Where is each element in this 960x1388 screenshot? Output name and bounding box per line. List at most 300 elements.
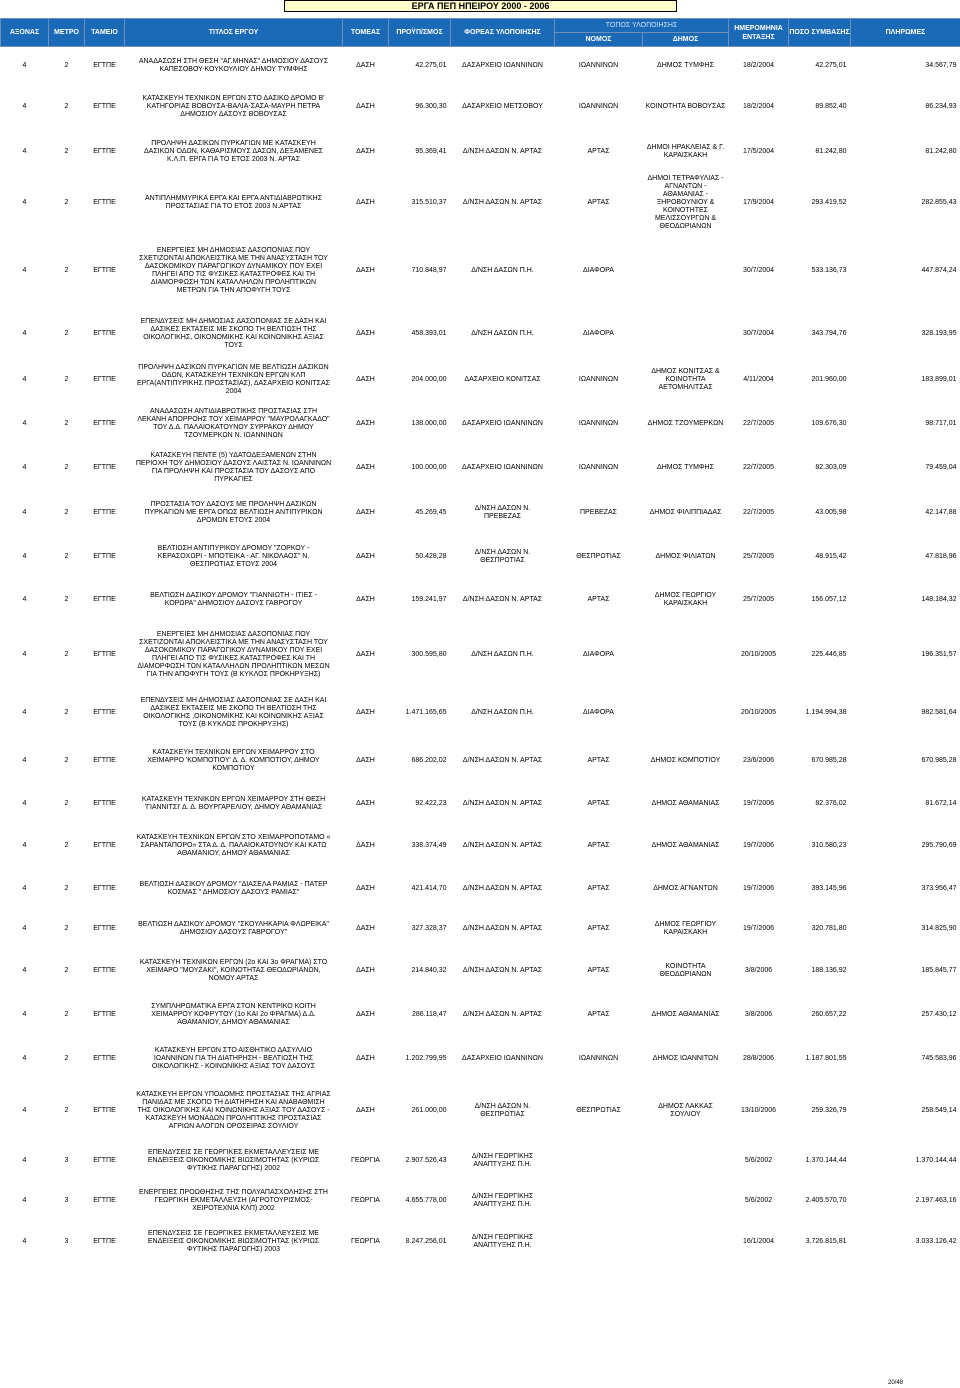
cell-contract-amount: 1.187.801,55 [805,1054,847,1062]
cell-sector: ΔΑΣΗ [356,198,375,206]
cell-payments: 47.818,96 [925,552,957,560]
cell-implementing-body: ΔΑΣΑΡΧΕΙΟ ΙΩΑΝΝΙΝΩΝ [462,61,543,69]
cell-measure: 2 [64,924,69,932]
table-row [1,1141,960,1181]
table-row [1,231,960,311]
cell-fund: ΕΓΤΠΕ [93,1010,116,1018]
header-measure: ΜΕΤΡΟ [49,19,85,47]
cell-contract-amount: 293.419,52 [811,198,847,206]
cell-measure: 2 [64,552,69,560]
cell-budget: 204.000,00 [411,375,447,383]
cell-axis: 4 [22,1156,27,1164]
cell-fund: ΕΓΤΠΕ [93,102,116,110]
cell-budget: 92.422,23 [415,799,447,807]
cell-measure: 2 [64,708,69,716]
cell-sector: ΓΕΩΡΓΙΑ [351,1196,380,1204]
header-prefecture: ΝΟΜΟΣ [555,33,643,47]
cell-contract-amount: 259.326,79 [811,1106,847,1114]
cell-prefecture [555,1221,643,1263]
cell-project-title: ΠΡΟΛΗΨΗ ΔΑΣΙΚΩΝ ΠΥΡΚΑΓΙΩΝ ΜΕ ΒΕΛΤΙΩΣΗ ΔΑΣΙΚΩΝ ΟΔΩΝ, ΚΑΤΑΣΚΕΥΗ ΤΕΧΝΙΚΩΝ ΕΡΓΩΝ ΚΛΠ ΕΡΓΑ(ΑΝΤΙΠΥΡΙΚΗΣ ΠΡΟΣΤΑΣΙΑΣ), ΔΑΣΑΡΧΕΙΟ ΚΟΝΙΤΣΑΣ 2004 [136,363,331,395]
cell-measure: 2 [64,595,69,603]
cell-fund: ΕΓΤΠΕ [93,708,116,716]
cell-contract-amount: 82.376,02 [815,799,847,807]
cell-sector: ΔΑΣΗ [356,552,375,560]
cell-payments: 373.956,47 [921,884,957,892]
cell-measure: 2 [64,884,69,892]
cell-project-title: ΑΝΑΔΑΣΩΣΗ ΣΤΗ ΘΕΣΗ "ΑΓ.ΜΗΝΑΣ" ΔΗΜΟΣΙΟΥ ΔΑΣΟΥΣ ΚΑΠΕΣΟΒΟΥ-ΚΟΥΚΟΥΛΙΟΥ ΔΗΜΟΥ ΤΥΜΦΗΣ [138,57,329,73]
cell-prefecture: ΙΩΑΝΝΙΝΩΝ [578,463,619,471]
cell-sector: ΔΑΣΗ [356,708,375,716]
table-row [1,737,960,785]
cell-axis: 4 [22,841,27,849]
cell-contract-amount: 2.405.570,70 [805,1196,847,1204]
cell-municipality [643,311,729,357]
cell-prefecture: ΑΡΤΑΣ [587,966,610,974]
table-row [1,1221,960,1263]
cell-axis: 4 [22,508,27,516]
cell-budget: 138.000,00 [411,419,447,427]
cell-municipality: ΔΗΜΟΣ ΚΟΝΙΤΣΑΣ & ΚΟΙΝΟΤΗΤΑ ΑΕΤΟΜΗΛΙΤΣΑΣ [651,367,720,391]
cell-axis: 4 [22,1196,27,1204]
cell-project-title: ΚΑΤΑΣΚΕΥΗ ΤΕΧΝΙΚΩΝ ΕΡΓΩΝ ΣΤΟ ΔΑΣΙΚΟ ΔΡΟΜΟ Β' ΚΑΤΗΓΟΡΙΑΣ ΒΟΒΟΥΣΑ-ΒΑΛΙΑ-ΣΑΣΑ-ΜΑΥΡΗ ΠΕΤΡΑ ΔΗΜΟΣΙΟΥ ΔΑΣΟΥΣ ΒΟΒΟΥΣΑΣ [142,94,325,118]
cell-prefecture: ΔΙΑΦΟΡΑ [583,329,614,337]
table-row [1,909,960,949]
header-sector: ΤΟΜΕΑΣ [343,19,389,47]
table-row [1,1081,960,1141]
cell-measure: 3 [64,1237,69,1245]
cell-sector: ΔΑΣΗ [356,841,375,849]
cell-axis: 4 [22,198,27,206]
cell-implementing-body: Δ/ΝΣΗ ΔΑΣΩΝ Ν. ΑΡΤΑΣ [462,147,543,155]
cell-axis: 4 [22,147,27,155]
cell-inclusion-date: 16/1/2004 [742,1237,775,1245]
cell-fund: ΕΓΤΠΕ [93,61,116,69]
cell-implementing-body: Δ/ΝΣΗ ΔΑΣΩΝ Ν. ΑΡΤΑΣ [462,799,543,807]
table-row [1,129,960,175]
cell-axis: 4 [22,329,27,337]
cell-fund: ΕΓΤΠΕ [93,799,116,807]
cell-project-title: ΚΑΤΑΣΚΕΥΗ ΤΕΧΝΙΚΩΝ ΕΡΓΩΝ ΣΤΟ ΧΕΙΜΑΡΡΟΠΟΤΑΜΟ « ΣΑΡΑΝΤΑΠΟΡΟ» ΣΤΑ Δ. Δ. ΠΑΛΑΙΟΚΑΤΟΥΝΟΥ ΚΑΙ ΚΑΤΩ ΑΘΑΜΑΝΙΟΥ, ΔΗΜΟΥ ΑΘΑΜΑΝΙΑΣ [136,833,331,857]
table-row [1,993,960,1037]
cell-fund: ΕΓΤΠΕ [93,198,116,206]
cell-implementing-body: Δ/ΝΣΗ ΔΑΣΩΝ Ν. ΑΡΤΑΣ [462,595,543,603]
cell-implementing-body: ΔΑΣΑΡΧΕΙΟ ΙΩΑΝΝΙΝΩΝ [462,463,543,471]
header-municipality: ΔΗΜΟΣ [643,33,729,47]
cell-budget: 315.510,37 [411,198,447,206]
cell-sector: ΔΑΣΗ [356,375,375,383]
table-row [1,311,960,357]
cell-budget: 42.275,01 [415,61,447,69]
cell-contract-amount: 3.726.815,81 [805,1237,847,1245]
cell-fund: ΕΓΤΠΕ [93,1237,116,1245]
cell-municipality [643,621,729,689]
table-row [1,621,960,689]
cell-contract-amount: 343.794,76 [811,329,847,337]
cell-inclusion-date: 30/7/2004 [742,266,775,274]
cell-measure: 2 [64,375,69,383]
cell-contract-amount: 89.852,40 [815,102,847,110]
cell-payments: 81.242,80 [925,147,957,155]
cell-implementing-body: Δ/ΝΣΗ ΔΑΣΩΝ Ν. ΠΡΕΒΕΖΑΣ [474,504,531,520]
cell-axis: 4 [22,1106,27,1114]
cell-fund: ΕΓΤΠΕ [93,419,116,427]
cell-project-title: ΑΝΤΙΠΛΗΜΜΥΡΙΚΑ ΕΡΓΑ ΚΑΙ ΕΡΓΑ ΑΝΤΙΔΙΑΒΡΩΤΙΚΗΣ ΠΡΟΣΤΑΣΙΑΣ ΓΙΑ ΤΟ ΕΤΟΣ 2003 Ν.ΑΡΤΑΣ [144,194,323,210]
cell-implementing-body: Δ/ΝΣΗ ΔΑΣΩΝ Ν. ΑΡΤΑΣ [462,1010,543,1018]
cell-contract-amount: 393.145,96 [811,884,847,892]
cell-sector: ΔΑΣΗ [356,61,375,69]
cell-implementing-body: Δ/ΝΣΗ ΔΑΣΩΝ Ν. ΑΡΤΑΣ [462,841,543,849]
cell-implementing-body: Δ/ΝΣΗ ΔΑΣΩΝ Ν. ΑΡΤΑΣ [462,756,543,764]
cell-project-title: ΕΠΕΝΔΥΣΕΙΣ ΜΗ ΔΗΜΟΣΙΑΣ ΔΑΣΟΠΟΝΙΑΣ ΣΕ ΔΑΣΗ ΚΑΙ ΔΑΣΙΚΕΣ ΕΚΤΑΣΕΙΣ ΜΕ ΣΚΟΠΟ ΤΗ ΒΕΛΤΙΩΣΗ ΤΗΣ ΟΙΚΟΛΟΓΙΚΗΣ ,ΟΙΚΟΝΟΜΙΚΗΣ ΚΑΙ ΚΟΙΝΩΝΙΚΗΣ ΑΞΙΑΣ ΤΟΥΣ (Β ΚΥΚΛΟΣ ΠΡΟΚΗΡΥΞΗΣ) [140,696,327,728]
cell-budget: 159.241,97 [411,595,447,603]
table-row [1,785,960,823]
cell-project-title: ΕΝΕΡΓΕΙΕΣ ΠΡΟΩΘΗΣΗΣ ΤΗΣ ΠΟΛΥΑΠΑΣΧΟΛΗΣΗΣ ΣΤΗ ΓΕΩΡΓΙΚΗ ΕΚΜΕΤΑΛΛΕΥΣΗ (ΑΓΡΟΤΟΥΡΙΣΜΟΣ- ΧΕΙΡΟΤΕΧΝΙΑ ΚΛΠ) 2002 [139,1188,328,1212]
cell-prefecture: ΙΩΑΝΝΙΝΩΝ [578,102,619,110]
cell-measure: 2 [64,841,69,849]
cell-budget: 50.428,28 [415,552,447,560]
cell-measure: 2 [64,198,69,206]
cell-measure: 3 [64,1156,69,1164]
cell-fund: ΕΓΤΠΕ [93,1156,116,1164]
cell-axis: 4 [22,463,27,471]
cell-sector: ΔΑΣΗ [356,1106,375,1114]
cell-axis: 4 [22,1237,27,1245]
cell-axis: 4 [22,799,27,807]
cell-sector: ΔΑΣΗ [356,966,375,974]
table-row [1,535,960,579]
cell-sector: ΓΕΩΡΓΙΑ [351,1156,380,1164]
header-location: ΤΟΠΟΣ ΥΛΟΠΟΙΗΣΗΣ [555,19,729,33]
table-header [1,19,960,47]
cell-fund: ΕΓΤΠΕ [93,924,116,932]
cell-budget: 96.300,30 [415,102,447,110]
cell-inclusion-date: 5/6/2002 [744,1156,773,1164]
cell-measure: 2 [64,799,69,807]
cell-sector: ΔΑΣΗ [356,799,375,807]
cell-sector: ΔΑΣΗ [356,1054,375,1062]
cell-budget: 1.202.799,95 [405,1054,447,1062]
cell-axis: 4 [22,595,27,603]
cell-axis: 4 [22,102,27,110]
cell-fund: ΕΓΤΠΕ [93,1106,116,1114]
cell-budget: 1.471.165,65 [405,708,447,716]
cell-budget: 261.000,00 [411,1106,447,1114]
table-row [1,175,960,231]
cell-axis: 4 [22,1054,27,1062]
cell-inclusion-date: 25/7/2005 [742,552,775,560]
cell-inclusion-date: 22/7/2005 [742,463,775,471]
cell-fund: ΕΓΤΠΕ [93,884,116,892]
cell-inclusion-date: 17/9/2004 [742,198,775,206]
table-row [1,579,960,621]
cell-implementing-body: Δ/ΝΣΗ ΔΑΣΩΝ Π.Η. [471,708,534,716]
cell-implementing-body: Δ/ΝΣΗ ΔΑΣΩΝ Π.Η. [471,650,534,658]
cell-prefecture: ΑΡΤΑΣ [587,1010,610,1018]
cell-prefecture: ΙΩΑΝΝΙΝΩΝ [578,61,619,69]
cell-payments: 745.583,96 [921,1054,957,1062]
cell-inclusion-date: 3/8/2006 [744,966,773,974]
cell-inclusion-date: 19/7/2006 [742,799,775,807]
cell-project-title: ΠΡΟΛΗΨΗ ΔΑΣΙΚΩΝ ΠΥΡΚΑΓΙΩΝ ΜΕ ΚΑΤΑΣΚΕΥΗ ΔΑΣΙΚΩΝ ΟΔΩΝ, ΚΑΘΑΡΙΣΜΟΥΣ ΔΑΣΩΝ, ΔΕΞΑΜΕΝΕΣ Κ.Λ.Π. ΕΡΓΑ ΓΙΑ ΤΟ ΕΤΟΣ 2003 Ν. ΑΡΤΑΣ [144,139,323,163]
cell-project-title: ΒΕΛΤΙΩΣΗ ΑΝΤΙΠΥΡΙΚΟΥ ΔΡΟΜΟΥ "ΖΟΡΚΟΥ - ΚΕΡΑΣΟΧΩΡΙ - ΜΠΟΤΕΙΚΑ - ΑΓ. ΝΙΚΟΛΑΟΣ" Ν. ΘΕΣΠΡΩΤΙΑΣ ΕΤΟΥΣ 2004 [157,544,310,568]
cell-payments: 2.197.463,16 [915,1196,957,1204]
cell-axis: 4 [22,1010,27,1018]
cell-budget: 458.393,01 [411,329,447,337]
cell-measure: 2 [64,756,69,764]
cell-measure: 2 [64,1010,69,1018]
cell-contract-amount: 225.446,85 [811,650,847,658]
cell-implementing-body: ΔΑΣΑΡΧΕΙΟ ΙΩΑΝΝΙΝΩΝ [462,419,543,427]
cell-payments: 257.430,12 [921,1010,957,1018]
cell-measure: 2 [64,463,69,471]
cell-municipality [643,1181,729,1221]
cell-budget: 2.907.526,43 [405,1156,447,1164]
cell-measure: 3 [64,1196,69,1204]
cell-municipality: ΔΗΜΟΙ ΤΕΤΡΑΦΥΛΙΑΣ - ΑΓΝΑΝΤΩΝ - ΑΘΑΜΑΝΙΑΣ - ΞΗΡΟΒΟΥΝΙΟΥ & ΚΟΙΝΟΤΗΤΕΣ ΜΕΛΙΣΣΟΥΡΓΩΝ & ΘΕΟΔΩΡΙΑΝΩΝ [647,174,724,230]
cell-axis: 4 [22,419,27,427]
cell-payments: 81.672,14 [925,799,957,807]
cell-fund: ΕΓΤΠΕ [93,508,116,516]
cell-prefecture: ΙΩΑΝΝΙΝΩΝ [578,419,619,427]
cell-fund: ΕΓΤΠΕ [93,650,116,658]
cell-contract-amount: 533.136,73 [811,266,847,274]
cell-project-title: ΒΕΛΤΙΩΣΗ ΔΑΣΙΚΟΥ ΔΡΟΜΟΥ "ΣΚΟΥΛΗΚΑΡΙΑ ΦΛΩΡΕΙΚΑ" ΔΗΜΟΣΙΟΥ ΔΑΣΟΥΣ ΓΑΒΡΟΓΟΥ" [138,920,329,936]
cell-prefecture: ΑΡΤΑΣ [587,924,610,932]
header-fund: ΤΑΜΕΙΟ [85,19,125,47]
cell-implementing-body: Δ/ΝΣΗ ΔΑΣΩΝ Ν. ΑΡΤΑΣ [462,884,543,892]
cell-project-title: ΣΥΜΠΛΗΡΩΜΑΤΙΚΑ ΕΡΓΑ ΣΤΟΝ ΚΕΝΤΡΙΚΟ ΚΟΙΤΗ ΧΕΙΜΑΡΡΟΥ ΚΟΦΡΥΤΟΥ (1ο ΚΑΙ 2ο ΦΡΑΓΜΑ) Δ.Δ. ΑΘΑΜΑΝΙΟΥ, ΔΗΜΟΥ ΑΘΑΜΑΝΙΑΣ [151,1002,316,1026]
cell-axis: 4 [22,375,27,383]
cell-payments: 183.899,01 [921,375,957,383]
cell-payments: 196.351,57 [921,650,957,658]
cell-inclusion-date: 19/7/2006 [742,884,775,892]
cell-prefecture: ΙΩΑΝΝΙΝΩΝ [578,375,619,383]
header-project-title: ΤΙΤΛΟΣ ΕΡΓΟΥ [125,19,343,47]
cell-axis: 4 [22,266,27,274]
cell-municipality: ΔΗΜΟΣ ΤΖΟΥΜΕΡΚΩΝ [647,419,724,427]
cell-contract-amount: 156.057,12 [811,595,847,603]
cell-implementing-body: Δ/ΝΣΗ ΔΑΣΩΝ Ν. ΘΕΣΠΡΩΤΙΑΣ [474,1102,531,1118]
cell-municipality: ΔΗΜΟΣ ΚΟΜΠΟΤΙΟΥ [650,756,721,764]
table-row [1,445,960,491]
cell-fund: ΕΓΤΠΕ [93,552,116,560]
cell-contract-amount: 43.005,98 [815,508,847,516]
cell-sector: ΔΑΣΗ [356,508,375,516]
cell-fund: ΕΓΤΠΕ [93,266,116,274]
cell-fund: ΕΓΤΠΕ [93,329,116,337]
cell-axis: 4 [22,552,27,560]
cell-measure: 2 [64,102,69,110]
cell-sector: ΔΑΣΗ [356,102,375,110]
cell-inclusion-date: 13/10/2006 [740,1106,777,1114]
table-body [1,47,960,1263]
cell-project-title: ΕΠΕΝΔΥΣΕΙΣ ΜΗ ΔΗΜΟΣΙΑΣ ΔΑΣΟΠΟΝΙΑΣ ΣΕ ΔΑΣΗ ΚΑΙ ΔΑΣΙΚΕΣ ΕΚΤΑΣΕΙΣ ΜΕ ΣΚΟΠΟ ΤΗ ΒΕΛΤΙΩΣΗ ΤΗΣ ΟΙΚΟΛΟΓΙΚΗΣ, ΟΙΚΟΝΟΜΙΚΗΣ ΚΑΙ ΚΟΙΝΩΝΙΚΗΣ ΑΞΙΑΣ ΤΟΥΣ [140,317,327,349]
cell-fund: ΕΓΤΠΕ [93,595,116,603]
cell-payments: 314.825,90 [921,924,957,932]
cell-project-title: ΕΠΕΝΔΥΣΕΙΣ ΣΕ ΓΕΩΡΓΙΚΕΣ ΕΚΜΕΤΑΛΛΕΥΣΕΙΣ ΜΕ ΕΝΔΕΙΞΕΙΣ ΟΙΚΟΝΟΜΙΚΗΣ ΒΙΩΣΙΜΟΤΗΤΑΣ (ΚΥΡΙΩΣ ΦΥΤΙΚΗΣ ΠΑΡΑΓΩΓΗΣ) 2002 [147,1148,320,1172]
cell-contract-amount: 82.303,09 [815,463,847,471]
cell-fund: ΕΓΤΠΕ [93,841,116,849]
cell-municipality: ΔΗΜΟΣ ΦΙΛΙΠΠΙΑΔΑΣ [649,508,722,516]
cell-contract-amount: 201.960,00 [811,375,847,383]
cell-measure: 2 [64,266,69,274]
cell-municipality: ΔΗΜΟΣ ΑΓΝΑΝΤΩΝ [653,884,718,892]
table-row [1,357,960,403]
cell-project-title: ΕΠΕΝΔΥΣΕΙΣ ΣΕ ΓΕΩΡΓΙΚΕΣ ΕΚΜΕΤΑΛΛΕΥΣΕΙΣ ΜΕ ΕΝΔΕΙΞΕΙΣ ΟΙΚΟΝΟΜΙΚΗΣ ΒΙΩΣΙΜΟΤΗΤΑΣ (ΚΥΡΙΩΣ ΦΥΤΙΚΗΣ ΠΑΡΑΓΩΓΗΣ) 2003 [147,1229,320,1253]
table-row [1,1037,960,1081]
cell-inclusion-date: 19/7/2006 [742,841,775,849]
cell-prefecture: ΑΡΤΑΣ [587,841,610,849]
cell-axis: 4 [22,966,27,974]
cell-payments: 258.549,14 [921,1106,957,1114]
cell-payments: 295.790,69 [921,841,957,849]
cell-axis: 4 [22,708,27,716]
cell-fund: ΕΓΤΠΕ [93,1054,116,1062]
cell-prefecture [555,1181,643,1221]
cell-inclusion-date: 30/7/2004 [742,329,775,337]
cell-inclusion-date: 28/8/2006 [742,1054,775,1062]
cell-budget: 686.202,02 [411,756,447,764]
cell-prefecture: ΑΡΤΑΣ [587,198,610,206]
cell-inclusion-date: 4/11/2004 [743,375,774,383]
cell-fund: ΕΓΤΠΕ [93,756,116,764]
header-budget: ΠΡΟΫΠ/ΣΜΟΣ [389,19,451,47]
cell-budget: 286.118,47 [411,1010,447,1018]
cell-prefecture: ΙΩΑΝΝΙΝΩΝ [578,1054,619,1062]
cell-inclusion-date: 22/7/2005 [742,419,775,427]
cell-municipality [643,231,729,311]
cell-inclusion-date: 18/2/2004 [742,61,775,69]
table-row [1,491,960,535]
header-inclusion-date: ΗΜΕΡΟΜΗΝΙΑ ΕΝΤΑΞΗΣ [729,19,789,47]
cell-project-title: ΑΝΑΔΑΣΩΣΗ ΑΝΤΙΔΙΑΒΡΩΤΙΚΗΣ ΠΡΟΣΤΑΣΙΑΣ ΣΤΗ ΛΕΚΑΝΗ ΑΠΟΡΡΟΗΣ ΤΟΥ ΧΕΙΜΑΡΡΟΥ "ΜΑΥΡΟΛΑΓΚΑΔΟ" ΤΟΥ Δ.Δ. ΠΑΛΑΙΟΚΑΤΟΥΝΟΥ ΣΥΡΡΑΚΟΥ ΔΗΜΟΥ ΤΖΟΥΜΕΡΚΩΝ Ν. ΙΩΑΝΝΙΝΩΝ [137,407,330,439]
document-title: ΕΡΓΑ ΠΕΠ ΗΠΕΙΡΟΥ 2000 - 2006 [284,0,677,12]
projects-table [0,18,960,1263]
cell-inclusion-date: 19/7/2006 [742,924,775,932]
cell-municipality: ΚΟΙΝΟΤΗΤΑ ΘΕΟΔΩΡΙΑΝΩΝ [659,962,712,978]
cell-municipality: ΔΗΜΟΣ ΤΥΜΦΗΣ [657,463,714,471]
cell-implementing-body: ΔΑΣΑΡΧΕΙΟ ΙΩΑΝΝΙΝΩΝ [462,1054,543,1062]
cell-payments: 79.459,04 [925,463,957,471]
cell-inclusion-date: 20/10/2005 [740,650,777,658]
cell-sector: ΔΑΣΗ [356,1010,375,1018]
cell-sector: ΔΑΣΗ [356,419,375,427]
cell-implementing-body: Δ/ΝΣΗ ΔΑΣΩΝ Ν. ΑΡΤΑΣ [462,966,543,974]
cell-budget: 100.000,00 [411,463,447,471]
cell-implementing-body: Δ/ΝΣΗ ΔΑΣΩΝ Ν. ΑΡΤΑΣ [462,198,543,206]
cell-budget: 95.369,41 [415,147,447,155]
cell-contract-amount: 670.985,28 [811,756,847,764]
table-row [1,869,960,909]
cell-budget: 4.655.778,00 [405,1196,447,1204]
cell-measure: 2 [64,966,69,974]
cell-municipality: ΔΗΜΟΣ ΛΑΚΚΑΣ ΣΟΥΛΙΟΥ [658,1102,713,1118]
cell-project-title: ΒΕΛΤΙΩΣΗ ΔΑΣΙΚΟΥ ΔΡΟΜΟΥ "ΔΙΑΣΕΛΑ ΡΑΜΙΑΣ - ΠΑΤΕΡ ΚΟΣΜΑΣ " ΔΗΜΟΣΙΟΥ ΔΑΣΟΥΣ ΡΑΜΙΑΣ" [139,880,328,896]
cell-municipality [643,1221,729,1263]
cell-inclusion-date: 22/7/2005 [742,508,775,516]
cell-sector: ΔΑΣΗ [356,329,375,337]
cell-payments: 447.874,24 [921,266,957,274]
cell-budget: 327.328,37 [411,924,447,932]
cell-project-title: ΚΑΤΑΣΚΕΥΗ ΤΕΧΝΙΚΩΝ ΕΡΓΩΝ (2ο ΚΑΙ 3ο ΦΡΑΓΜΑ) ΣΤΟ ΧΕΙΜΑΡΟ "ΜΟΥΖΑΚΙ", ΚΟΙΝΟΤΗΤΑΣ ΘΕΟΔΩΡΙΑΝΩΝ, ΝΟΜΟΥ ΑΡΤΑΣ [139,958,328,982]
cell-budget: 45.269,45 [415,508,447,516]
cell-prefecture: ΑΡΤΑΣ [587,756,610,764]
cell-implementing-body: Δ/ΝΣΗ ΓΕΩΡΓΙΚΗΣ ΑΝΑΠΤΥΞΗΣ Π.Η. [471,1192,534,1208]
cell-prefecture: ΔΙΑΦΟΡΑ [583,708,614,716]
cell-contract-amount: 1.370.144,44 [805,1156,847,1164]
cell-measure: 2 [64,419,69,427]
cell-payments: 3.033.126,42 [915,1237,957,1245]
cell-implementing-body: Δ/ΝΣΗ ΔΑΣΩΝ Ν. ΘΕΣΠΡΩΤΙΑΣ [474,548,531,564]
cell-measure: 2 [64,147,69,155]
cell-axis: 4 [22,924,27,932]
cell-implementing-body: Δ/ΝΣΗ ΔΑΣΩΝ Ν. ΑΡΤΑΣ [462,924,543,932]
cell-prefecture: ΔΙΑΦΟΡΑ [583,650,614,658]
cell-payments: 98.717,01 [925,419,957,427]
cell-contract-amount: 42.275,01 [815,61,847,69]
cell-inclusion-date: 20/10/2005 [740,708,777,716]
cell-contract-amount: 1.194.994,38 [805,708,847,716]
cell-payments: 34.567,79 [925,61,957,69]
table-row [1,689,960,737]
cell-budget: 8.247.256,01 [405,1237,447,1245]
cell-contract-amount: 109.676,30 [811,419,847,427]
cell-payments: 86.234,93 [925,102,957,110]
cell-project-title: ΚΑΤΑΣΚΕΥΗ ΕΡΓΩΝ ΥΠΟΔΟΜΗΣ ΠΡΟΣΤΑΣΙΑΣ ΤΗΣ ΑΓΡΙΑΣ ΠΑΝΙΔΑΣ ΜΕ ΣΚΟΠΟ ΤΗ ΔΙΑΤΗΡΗΣΗ ΚΑΙ ΑΝΑΒΑΘΜΙΣΗ ΤΗΣ ΟΙΚΟΛΟΓΙΚΗΣ ΚΑΙ ΚΟΙΝΩΝΙΚΗΣ ΑΞΙΑΣ ΤΟΥ ΔΑΣΟΥΣ - ΚΑΤΑΣΚΕΥΗ ΜΟΝΑΔΩΝ ΠΡΟΛΗΠΤΙΚΗΣ ΠΡΟΣΤΑΣΙΑΣ ΑΓΡΙΩΝ ΑΛΟΓΩΝ ΟΡΟΣΕΙΡΑΣ ΣΟΥΛΙΟΥ [136,1090,331,1130]
cell-prefecture: ΑΡΤΑΣ [587,799,610,807]
cell-axis: 4 [22,884,27,892]
cell-municipality: ΔΗΜΟΣ ΑΘΑΜΑΝΙΑΣ [651,1010,720,1018]
table-row [1,85,960,129]
header-contract-amount: ΠΟΣΟ ΣΥΜΒΑΣΗΣ [789,19,851,47]
cell-municipality: ΔΗΜΟΣ ΓΕΩΡΓΙΟΥ ΚΑΡΑΙΣΚΑΚΗ [654,920,717,936]
header-payments: ΠΛΗΡΩΜΕΣ [851,19,960,47]
cell-prefecture: ΑΡΤΑΣ [587,147,610,155]
cell-measure: 2 [64,508,69,516]
cell-sector: ΔΑΣΗ [356,756,375,764]
cell-inclusion-date: 3/8/2006 [744,1010,773,1018]
cell-budget: 710.848,97 [411,266,447,274]
cell-payments: 670.985,28 [921,756,957,764]
cell-inclusion-date: 23/6/2006 [742,756,775,764]
cell-contract-amount: 320.781,80 [811,924,847,932]
cell-municipality [643,1141,729,1181]
cell-prefecture: ΑΡΤΑΣ [587,595,610,603]
cell-prefecture [555,1141,643,1181]
cell-sector: ΔΑΣΗ [356,650,375,658]
cell-municipality: ΔΗΜΟΣ ΑΘΑΜΑΝΙΑΣ [651,841,720,849]
cell-fund: ΕΓΤΠΕ [93,1196,116,1204]
cell-payments: 1.370.144,44 [915,1156,957,1164]
cell-axis: 4 [22,61,27,69]
cell-fund: ΕΓΤΠΕ [93,463,116,471]
table-row [1,823,960,869]
cell-contract-amount: 81.242,80 [815,147,847,155]
cell-implementing-body: ΔΑΣΑΡΧΕΙΟ ΜΕΤΣΟΒΟΥ [462,102,543,110]
cell-payments: 42.147,88 [925,508,957,516]
cell-sector: ΔΑΣΗ [356,884,375,892]
cell-implementing-body: Δ/ΝΣΗ ΓΕΩΡΓΙΚΗΣ ΑΝΑΠΤΥΞΗΣ Π.Η. [471,1152,534,1168]
cell-measure: 2 [64,650,69,658]
cell-project-title: ΚΑΤΑΣΚΕΥΗ ΤΕΧΝΙΚΩΝ ΕΡΓΩΝ ΧΕΙΜΑΡΡΟΥ ΣΤΟ ΧΕΙΜΑΡΡΟ 'ΚΟΜΠΟΤΙΟΥ' Δ. Δ. ΚΟΜΠΟΤΙΟΥ, ΔΗΜΟΥ ΚΟΜΠΟΤΙΟΥ [147,748,320,772]
cell-fund: ΕΓΤΠΕ [93,147,116,155]
cell-payments: 282.855,43 [921,198,957,206]
cell-project-title: ΠΡΟΣΤΑΣΙΑ ΤΟΥ ΔΑΣΟΥΣ ΜΕ ΠΡΟΛΗΨΗ ΔΑΣΙΚΩΝ ΠΥΡΚΑΓΙΩΝ ΜΕ ΕΡΓΑ ΟΠΩΣ ΒΕΛΤΙΩΣΗ ΑΝΤΙΠΥΡΙΚΩΝ ΔΡΟΜΩΝ ΕΤΟΥΣ 2004 [144,500,323,524]
cell-sector: ΔΑΣΗ [356,924,375,932]
cell-municipality: ΔΗΜΟΣ ΓΕΩΡΓΙΟΥ ΚΑΡΑΙΣΚΑΚΗ [654,591,717,607]
cell-implementing-body: ΔΑΣΑΡΧΕΙΟ ΚΟΝΙΤΣΑΣ [464,375,541,383]
cell-sector: ΔΑΣΗ [356,595,375,603]
